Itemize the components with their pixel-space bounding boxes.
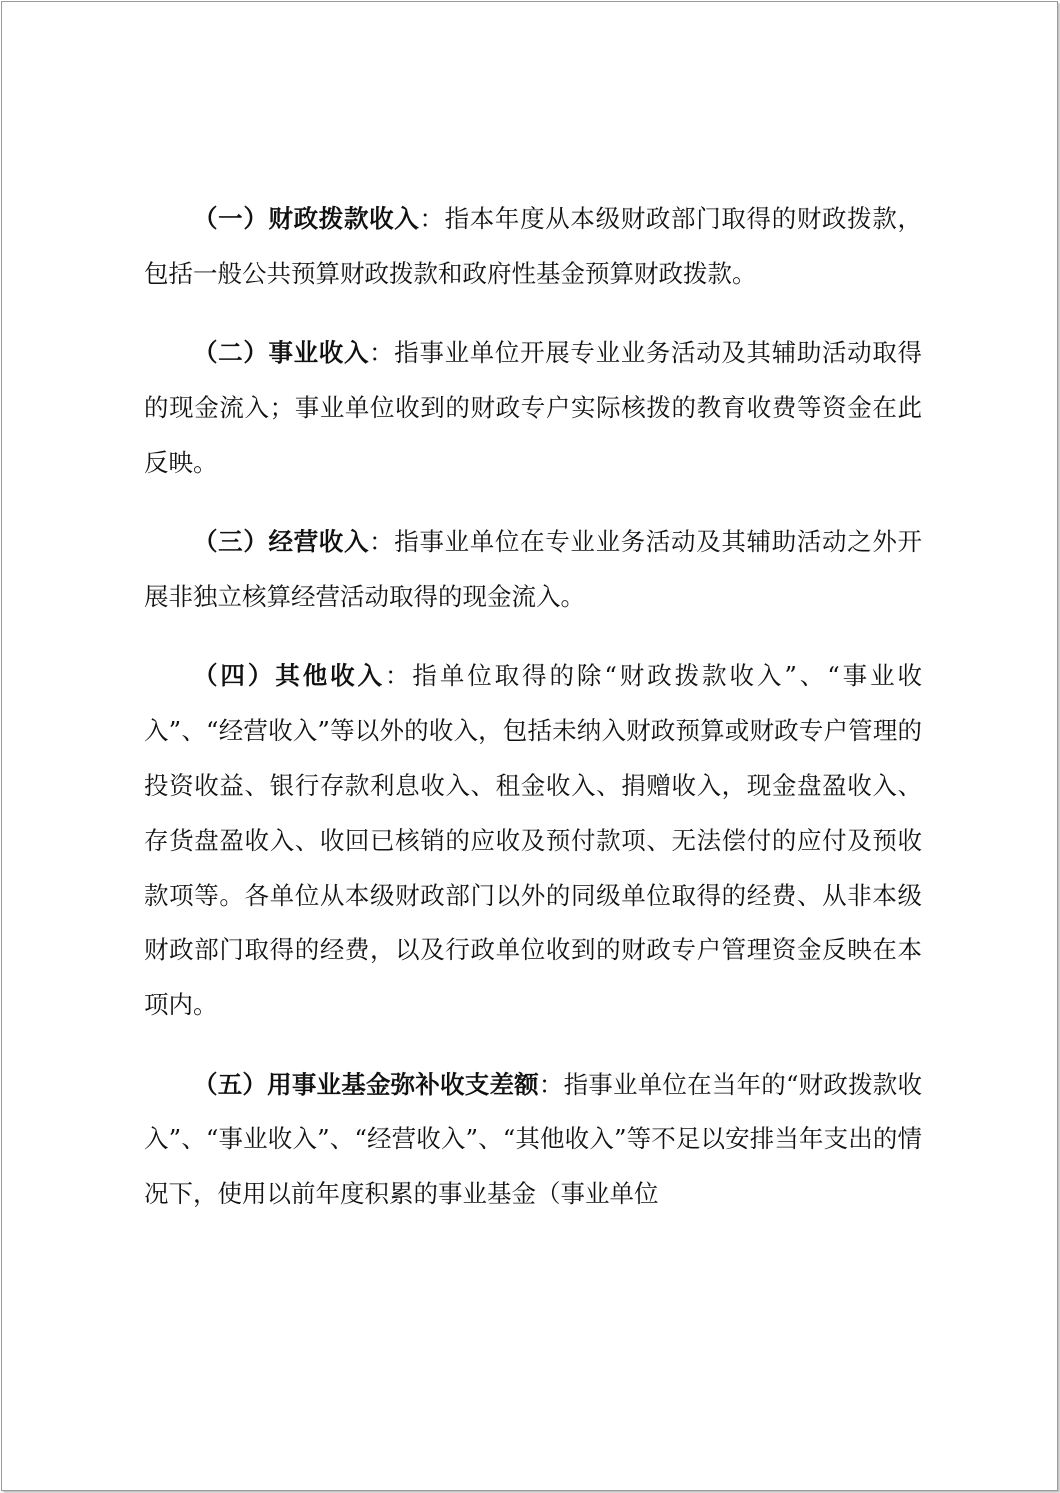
- paragraph-text: ：指本年度从本级财政部门取得的财政拨款，包括一般公共预算财政拨款和政府性基金预算财政拨款。: [144, 204, 923, 288]
- paragraph-term: （五）用事业基金弥补收支差额: [193, 1069, 539, 1099]
- paragraph-operating-income: [144, 515, 922, 625]
- paragraph-business-fund-offset: [144, 1058, 922, 1222]
- paragraph-other-income: [144, 649, 922, 1033]
- paragraph-text: ：指事业单位在专业业务活动及其辅助活动之外开展非独立核算经营活动取得的现金流入。: [144, 527, 922, 611]
- paragraph-business-income: [144, 326, 922, 490]
- paragraph-term: （二）事业收入: [193, 338, 370, 368]
- paragraph-term: （四）其他收入: [193, 661, 385, 691]
- paragraph-term: （一）财政拨款收入: [193, 204, 420, 233]
- paragraph-text: ：指事业单位开展专业业务活动及其辅助活动取得的现金流入；事业单位收到的财政专户实际核拨的教育收费等资金在此反映。: [144, 338, 922, 477]
- paragraph-term: （三）经营收入: [193, 527, 370, 557]
- document-page: [1, 1, 1058, 1491]
- paragraph-text: ：指单位取得的除“财政拨款收入”、“事业收入”、“经营收入”等以外的收入，包括未纳入财政预算或财政专户管理的投资收益、银行存款利息收入、租金收入、捐赠收入，现金盘盈收入、存货盘盈收入、收回已核销的应收及预付款项、无法偿付的应付及预收款项等。各单位从本级财政部门以外的同级单位取得的经费、从非本级财政部门取得的经费，以及行政单位收到的财政专户管理资金反映在本项内。: [144, 661, 923, 1020]
- paragraph-text: ：指事业单位在当年的“财政拨款收入”、“事业收入”、“经营收入”、“其他收入”等不足以安排当年支出的情况下，使用以前年度积累的事业基金（事业单位: [144, 1069, 923, 1209]
- document-body: [144, 192, 922, 1247]
- paragraph-fiscal-appropriation-income: [144, 192, 922, 302]
